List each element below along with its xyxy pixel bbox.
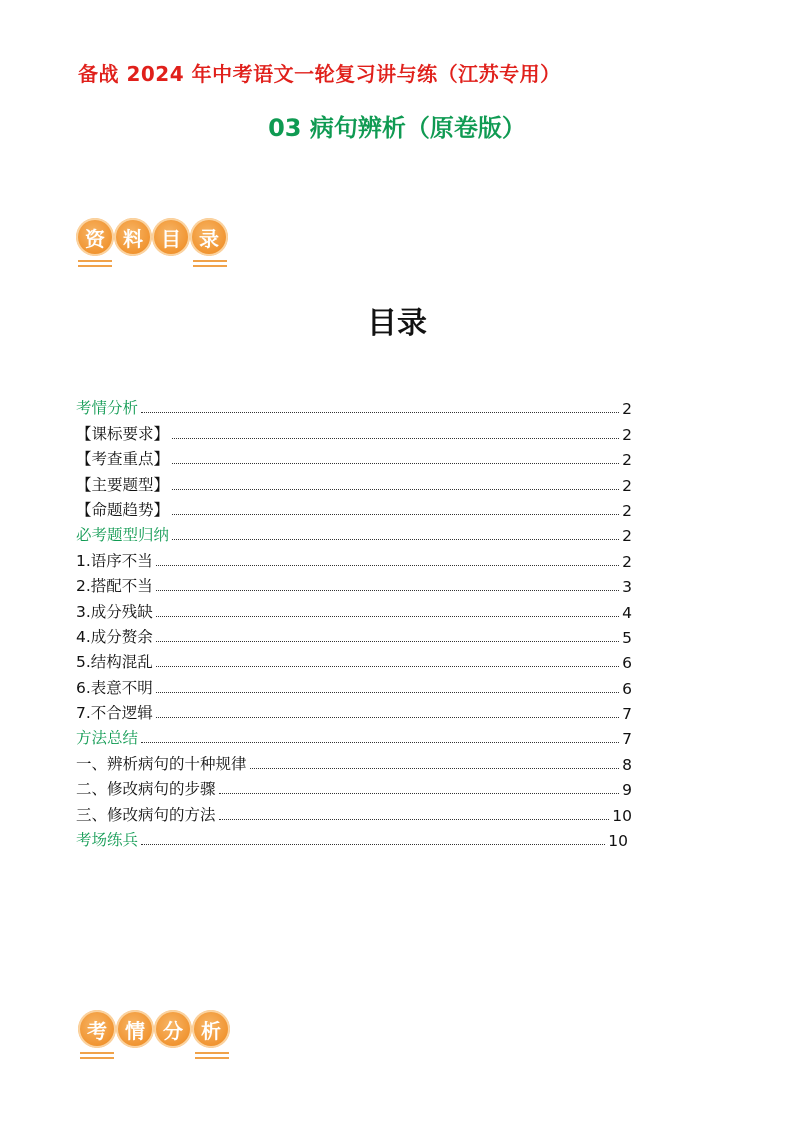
toc-entry-label: 【主要题型】: [76, 475, 170, 494]
toc-entry-page: 10: [612, 806, 632, 825]
toc-entry-label: 考情分析: [76, 399, 139, 418]
document-title: 03 病句辨析（原卷版）: [268, 114, 526, 142]
badge-underline: [193, 260, 227, 262]
toc-entry[interactable]: [76, 723, 632, 748]
toc-entry-label: 方法总结: [76, 729, 139, 748]
toc-entry[interactable]: [76, 545, 632, 570]
series-title: 备战 2024 年中考语文一轮复习讲与练（江苏专用）: [78, 62, 561, 86]
badge-char: 录: [190, 218, 228, 256]
dot-leader: [141, 741, 619, 743]
toc-entry[interactable]: [76, 698, 632, 723]
toc-entry[interactable]: [76, 596, 632, 621]
toc-entry-label: 1.语序不当: [76, 551, 153, 570]
toc-entry-label: 3.成分残缺: [76, 602, 153, 621]
toc-entry-page: 3: [622, 578, 632, 597]
dot-leader: [141, 411, 619, 413]
toc-entry-page: 6: [622, 679, 632, 698]
badge-underline: [195, 1057, 229, 1059]
toc-entry-page: 4: [622, 603, 632, 622]
badge-char: 料: [114, 218, 152, 256]
toc-entry-page: 8: [622, 755, 632, 774]
toc-entry-page: 2: [622, 451, 632, 470]
badge-char: 析: [192, 1010, 230, 1048]
badge-underline: [80, 1057, 114, 1059]
toc-entry-page: 2: [622, 527, 632, 546]
toc-entry[interactable]: [76, 748, 632, 773]
toc-entry-page: 2: [622, 476, 632, 495]
badge-underline: [80, 1052, 114, 1054]
toc-entry[interactable]: [76, 622, 632, 647]
dot-leader: [172, 513, 619, 515]
dot-leader: [156, 564, 619, 566]
exam-analysis-badge: [78, 1010, 230, 1048]
badge-underline: [78, 260, 112, 262]
toc-entry-label: 【考查重点】: [76, 450, 170, 469]
materials-toc-badge: [76, 218, 228, 256]
toc-entry-page: 7: [622, 705, 632, 724]
toc-entry[interactable]: [76, 672, 632, 697]
toc-heading: 目录: [367, 306, 427, 341]
toc-entry-page: 2: [622, 552, 632, 571]
toc-entry-label: 【命题趋势】: [76, 500, 170, 519]
toc-entry-page: 10: [608, 832, 628, 851]
toc-entry-label: 6.表意不明: [76, 678, 153, 697]
toc-entry-page: 7: [622, 730, 632, 749]
toc-entry[interactable]: [76, 571, 632, 596]
toc-entry-label: 必考题型归纳: [76, 526, 170, 545]
toc-entry-label: 4.成分赘余: [76, 627, 153, 646]
toc-entry[interactable]: [76, 825, 628, 850]
toc-entry-label: 2.搭配不当: [76, 577, 153, 596]
toc-entry[interactable]: [76, 647, 632, 672]
badge-underline: [193, 265, 227, 267]
dot-leader: [156, 716, 619, 718]
dot-leader: [156, 640, 619, 642]
toc-entry-page: 5: [622, 628, 632, 647]
dot-leader: [156, 589, 619, 591]
badge-char: 考: [78, 1010, 116, 1048]
toc-entry[interactable]: [76, 393, 632, 418]
toc-entry-label: 考场练兵: [76, 831, 139, 850]
table-of-contents: [76, 393, 632, 850]
badge-char: 情: [116, 1010, 154, 1048]
toc-entry[interactable]: [76, 774, 632, 799]
badge-underline: [78, 265, 112, 267]
toc-entry[interactable]: [76, 799, 632, 824]
dot-leader: [172, 488, 619, 490]
toc-entry-label: 7.不合逻辑: [76, 704, 153, 723]
toc-entry-page: 2: [622, 400, 632, 419]
dot-leader: [141, 843, 605, 845]
toc-entry-label: 【课标要求】: [76, 424, 170, 443]
toc-entry-label: 5.结构混乱: [76, 653, 153, 672]
dot-leader: [156, 665, 619, 667]
dot-leader: [156, 691, 619, 693]
toc-entry-page: 9: [622, 781, 632, 800]
toc-entry[interactable]: [76, 444, 632, 469]
dot-leader: [219, 792, 620, 794]
dot-leader: [250, 767, 620, 769]
dot-leader: [172, 462, 619, 464]
dot-leader: [219, 818, 610, 820]
toc-entry-page: 6: [622, 654, 632, 673]
dot-leader: [156, 615, 619, 617]
toc-entry[interactable]: [76, 520, 632, 545]
toc-entry[interactable]: [76, 495, 632, 520]
dot-leader: [172, 437, 619, 439]
dot-leader: [172, 538, 619, 540]
toc-entry[interactable]: [76, 418, 632, 443]
toc-entry-page: 2: [622, 501, 632, 520]
toc-entry-page: 2: [622, 425, 632, 444]
toc-entry[interactable]: [76, 469, 632, 494]
toc-entry-label: 一、辨析病句的十种规律: [76, 754, 247, 773]
badge-char: 分: [154, 1010, 192, 1048]
toc-entry-label: 二、修改病句的步骤: [76, 780, 216, 799]
badge-char: 目: [152, 218, 190, 256]
toc-entry-label: 三、修改病句的方法: [76, 805, 216, 824]
badge-char: 资: [76, 218, 114, 256]
badge-underline: [195, 1052, 229, 1054]
